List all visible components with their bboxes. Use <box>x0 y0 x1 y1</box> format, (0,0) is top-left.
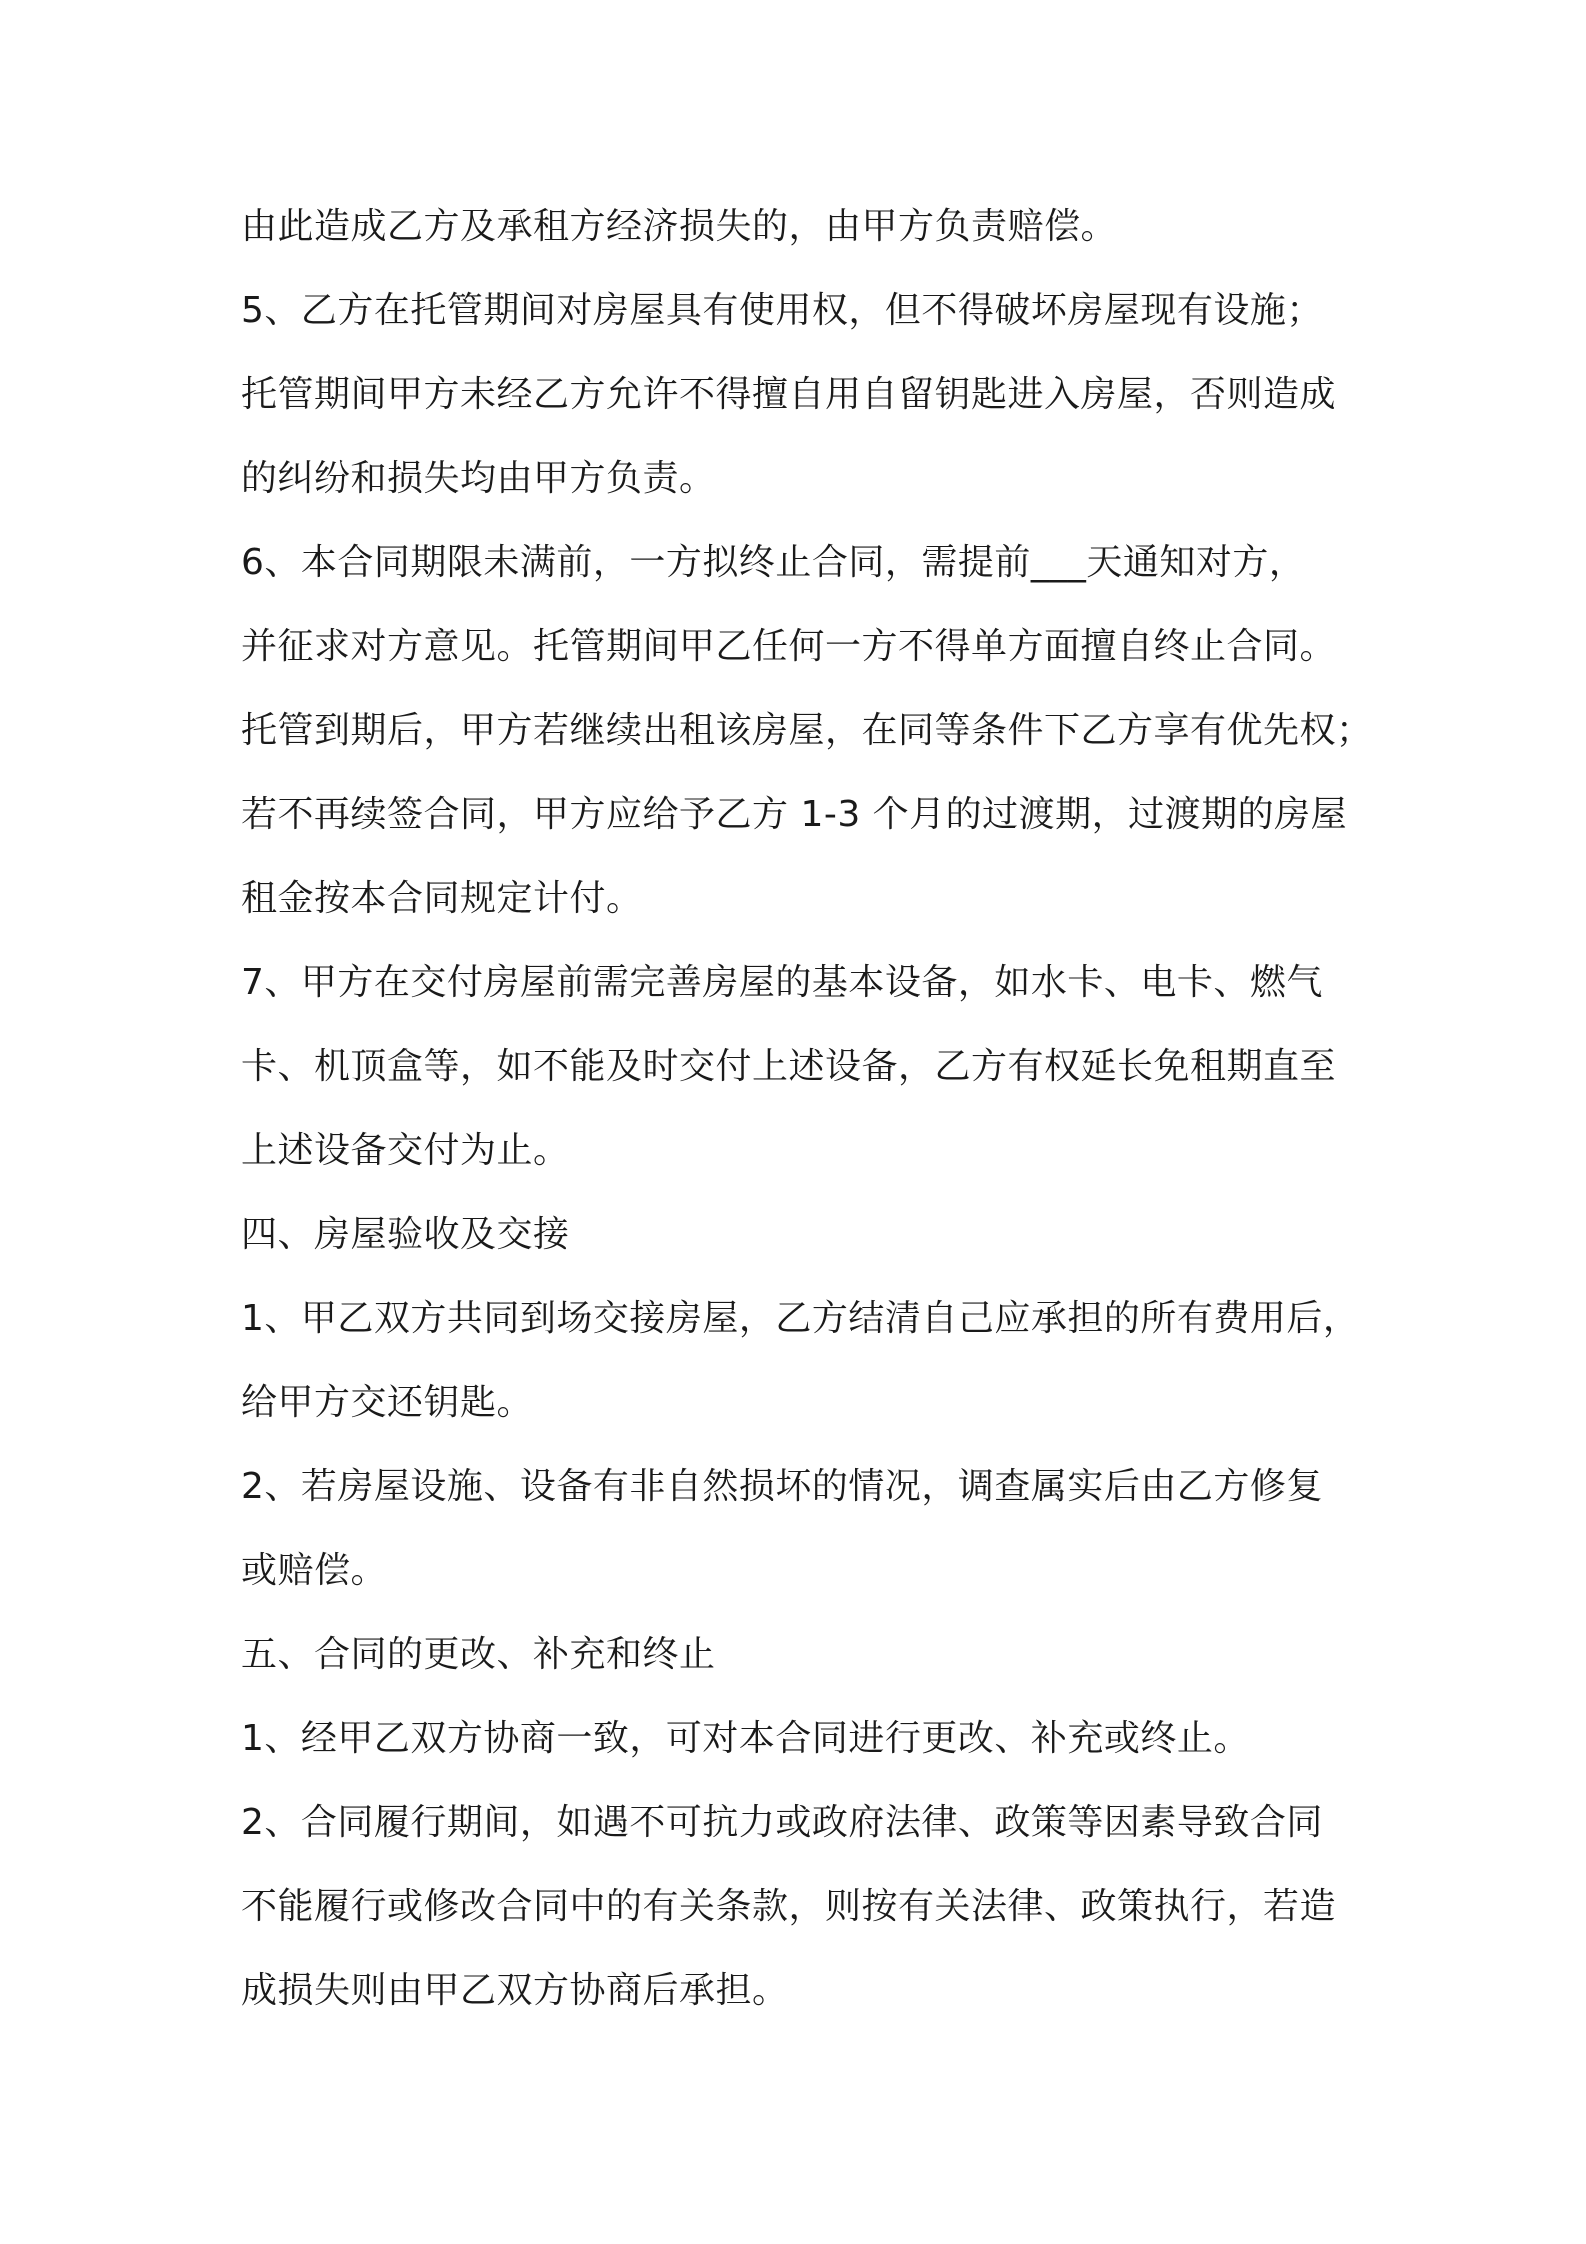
section-heading: 四、房屋验收及交接 <box>241 1214 570 1255</box>
text-line: 若不再续签合同，甲方应给予乙方 1-3 个月的过渡期，过渡期的房屋 <box>241 794 1348 835</box>
text-line: 卡、机顶盒等，如不能及时交付上述设备，乙方有权延长免租期直至 <box>241 1046 1337 1087</box>
text-line: 托管到期后，甲方若继续出租该房屋，在同等条件下乙方享有优先权； <box>241 710 1373 751</box>
section-heading: 五、合同的更改、补充和终止 <box>241 1634 716 1675</box>
text-line: 的纠纷和损失均由甲方负责。 <box>241 458 716 499</box>
text-line: 6、本合同期限未满前，一方拟终止合同，需提前___天通知对方， <box>241 542 1306 583</box>
text-line: 1、经甲乙双方协商一致，可对本合同进行更改、补充或终止。 <box>241 1718 1250 1759</box>
text-line: 上述设备交付为止。 <box>241 1130 570 1171</box>
text-line: 2、合同履行期间，如遇不可抗力或政府法律、政策等因素导致合同 <box>241 1802 1323 1843</box>
text-line: 1、甲乙双方共同到场交接房屋，乙方结清自己应承担的所有费用后， <box>241 1298 1360 1339</box>
text-line: 或赔偿。 <box>241 1550 388 1591</box>
text-line: 租金按本合同规定计付。 <box>241 878 643 919</box>
text-line: 托管期间甲方未经乙方允许不得擅自用自留钥匙进入房屋，否则造成 <box>241 374 1337 415</box>
text-line: 2、若房屋设施、设备有非自然损坏的情况，调查属实后由乙方修复 <box>241 1466 1323 1507</box>
text-line: 成损失则由甲乙双方协商后承担。 <box>241 1970 789 2011</box>
text-line: 给甲方交还钥匙。 <box>241 1382 534 1423</box>
text-line: 由此造成乙方及承租方经济损失的，由甲方负责赔偿。 <box>241 206 1118 247</box>
text-line: 并征求对方意见。托管期间甲乙任何一方不得单方面擅自终止合同。 <box>241 626 1337 667</box>
text-line: 不能履行或修改合同中的有关条款，则按有关法律、政策执行，若造 <box>241 1886 1337 1927</box>
text-line: 5、乙方在托管期间对房屋具有使用权，但不得破坏房屋现有设施； <box>241 290 1323 331</box>
text-line: 7、甲方在交付房屋前需完善房屋的基本设备，如水卡、电卡、燃气 <box>241 962 1323 1003</box>
